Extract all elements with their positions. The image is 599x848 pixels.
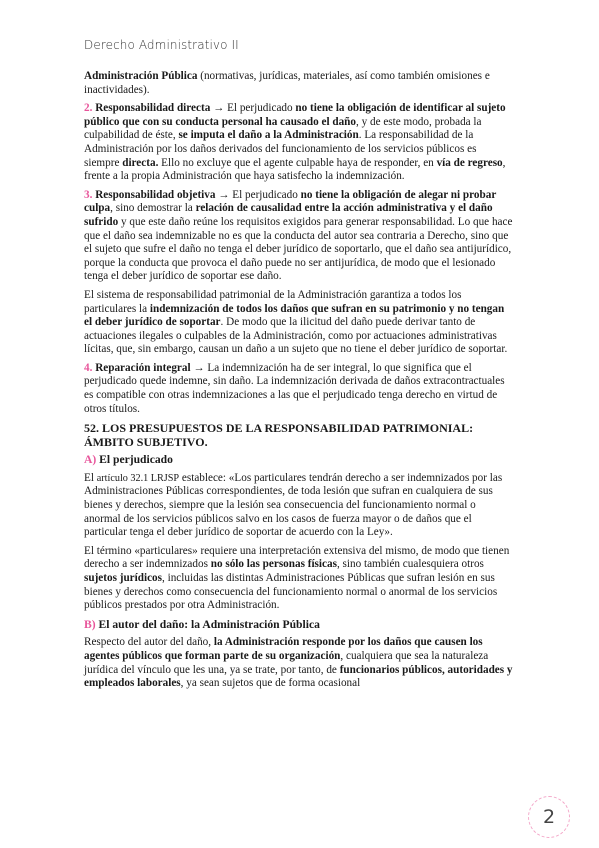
paragraph-b1: Respecto del autor del daño, la Administración responde por los daños que causen los agentes públicos que forman parte de su organización, cualquiera que sea la naturaleza jurídica del vínculo que les una, ya se trate, por tanto, de funcionarios públicos, autoridades y empleados laborales, ya sean sujetos que de forma ocasional: [84, 636, 513, 690]
subsection-letter: A): [84, 453, 97, 467]
subsection-letter: B): [84, 617, 96, 631]
page-content: [84, 70, 514, 696]
paragraph-a2: El término «particulares» requiere una interpretación extensiva del mismo, de modo que tienen derecho a ser indemnizados no sólo las personas físicas, sino también cualesquiera otros sujetos jurídicos, incluidas las distintas Administraciones Públicas que sufran lesión en sus bienes y derechos como consecuencia del funcionamiento normal o anormal de los servicios públicos prestados por otra Administración.: [84, 544, 510, 612]
item-number: 4.: [84, 361, 93, 374]
subsection-heading-a: A) El perjudicado: [84, 453, 173, 467]
section-heading: 52. LOS PRESUPUESTOS DE LA RESPONSABILIDAD PATRIMONIAL: ÁMBITO SUBJETIVO.: [84, 421, 474, 450]
sistema-paragraph: El sistema de responsabilidad patrimonial de la Administración garantiza a todos los particulares la indemnización de todos los daños que sufran en su patrimonio y no tengan el deber jurídico de soportar. De modo que la ilicitud del daño puede derivar tanto de actuaciones ilegales o culpables de la Administración, como por actuaciones administrativas lícitas, que, sin embargo, causan un daño a un sujeto que no tiene el deber jurídico de soportar.: [84, 288, 508, 356]
bold-text: Administración Pública: [84, 70, 198, 82]
document-header: Derecho Administrativo II: [84, 38, 239, 52]
paragraph-a1: El artículo 32.1 LRJSP establece: «Los particulares tendrán derecho a ser indemnizados por las Administraciones Públicas correspondientes, de toda lesión que sufran en cualquiera de sus bienes y derechos, siempre que la lesión sea consecuencia del funcionamiento normal o anormal de los servicios públicos salvo en los casos de fuerza mayor o de daños que el particular tenga el deber jurídico de soportar de acuerdo con la Ley».: [84, 471, 503, 539]
item-number: 2.: [84, 102, 93, 115]
article-reference: artículo 32.1 LRJSP: [96, 472, 180, 484]
item-number: 3.: [84, 188, 93, 201]
item-4-paragraph: 4. Reparación integral → La indemnización ha de ser integral, lo que significa que el perjudicado quede indemne, sin daño. La indemnización derivada de daños extracontractuales es compatible con otras indemnizaciones a las que el perjudicado tenga derecho en virtud de otros títulos.: [84, 361, 505, 415]
subsection-heading-b: B) El autor del daño: la Administración Pública: [84, 617, 320, 631]
item-2-paragraph: 2. Responsabilidad directa → El perjudicado no tiene la obligación de identificar al sujeto público que con su conducta personal ha causado el daño, y de este modo, probada la culpabilidad de éste, se imputa el daño a la Administración. La responsabilidad de la Administración por los daños derivados del funcionamiento de los servicios públicos es siempre directa. Ello no excluye que el agente culpable haya de responder, en vía de regreso, frente a la propia Administración que haya satisfecho la indemnización.: [84, 102, 506, 183]
item-3-paragraph: 3. Responsabilidad objetiva → El perjudicado no tiene la obligación de alegar ni probar culpa, sino demostrar la relación de causalidad entre la acción administrativa y el daño sufrido y que este daño reúne los requisitos exigidos para generar responsabilidad. Lo que hace que el daño sea indemnizable no es que la conducta del autor sea contraria a Derecho, sino que el sujeto que sufre el daño no tenga el deber jurídico de soportarlo, que el daño sea antijurídico, porque la conducta que provoca el daño puede no ser antijurídica, de modo que el lesionado tenga el deber jurídico de soportar ese daño.: [84, 188, 513, 283]
intro-paragraph: Administración Pública (normativas, jurídicas, materiales, así como también omisiones e inactividades).: [84, 70, 490, 96]
page-number-badge: 2: [528, 796, 570, 838]
